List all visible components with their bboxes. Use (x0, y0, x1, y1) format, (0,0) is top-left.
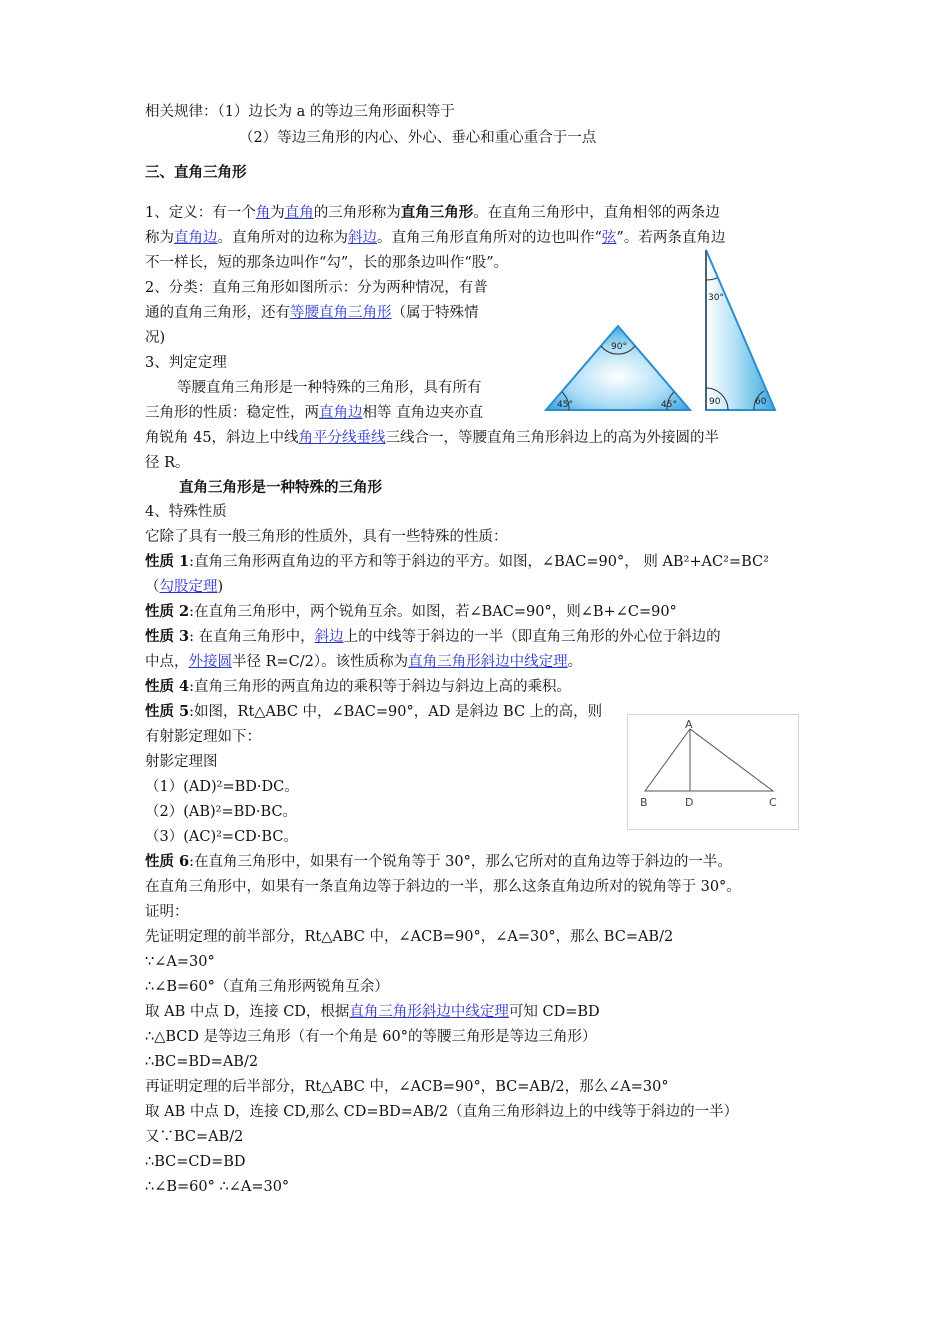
proof-line-1: 先证明定理的前半部分，Rt△ABC 中，∠ACB=90°，∠A=30°，那么 BC=AB/2 (145, 929, 674, 945)
link-median-theorem-2[interactable]: 直角三角形斜边中线定理 (349, 1004, 509, 1020)
link-zhijiao[interactable]: 直角 (284, 205, 314, 221)
link-zhijiaobian-2[interactable]: 直角边 (319, 405, 363, 421)
property-2: 性质 2:在直角三角形中，两个锐角互余。如图，若∠BAC=90°，则∠B+∠C=90° (145, 603, 677, 620)
rt-right-angle: 60 (755, 397, 767, 407)
proof-line-5: ∴△BCD 是等边三角形（有一个角是 60°的等腰三角形是等边三角形） (145, 1029, 597, 1045)
rt-top-angle: 30° (708, 293, 724, 303)
property-6-cont: 在直角三角形中，如果有一条直角边等于斜边的一半，那么这条直角边所对的锐角等于 30°。 (145, 879, 741, 895)
definition-line-1: 1、定义：有一个角为直角的三角形称为直角三角形。在直角三角形中，直角相邻的两条边 (145, 204, 720, 221)
proof-line-2: ∵∠A=30° (145, 954, 215, 970)
label-b: B (640, 796, 648, 809)
definition-line-3: 不一样长，短的那条边叫作“勾”，长的那条边叫作“股”。 (145, 255, 509, 271)
property-5: 性质 5:如图，Rt△ABC 中，∠BAC=90°，AD 是斜边 BC 上的高，则 (145, 703, 603, 720)
rule-line-2: （2）等边三角形的内心、外心、垂心和重心重合于一点 (239, 130, 597, 146)
proof-line-8: 取 AB 中点 D，连接 CD,那么 CD=BD=AB/2（直角三角形斜边上的中线等于斜边的一半） (145, 1104, 739, 1120)
link-angle-bisector[interactable]: 角平分线垂线 (298, 430, 386, 446)
center-title: 直角三角形是一种特殊的三角形 (179, 479, 382, 496)
property-3: 性质 3: 在直角三角形中，斜边上的中线等于斜边的一半（即直角三角形的外心位于斜边的 (145, 628, 721, 645)
special-intro: 它除了具有一般三角形的性质外，具有一些特殊的性质： (145, 529, 508, 545)
rule-line-1: 相关规律：（1）边长为 a 的等边三角形面积等于 (145, 104, 455, 120)
proof-line-9: 又∵BC=AB/2 (145, 1129, 244, 1145)
proof-line-10: ∴BC=CD=BD (145, 1154, 246, 1170)
proof-heading: 证明： (145, 904, 189, 920)
label-d: D (685, 796, 694, 809)
projection-1: （1）(AD)²=BD·DC。 (145, 779, 299, 795)
link-circumcircle[interactable]: 外接圆 (188, 654, 232, 670)
proof-line-11: ∴∠B=60° ∴∠A=30° (145, 1179, 290, 1195)
link-zhijiaobian[interactable]: 直角边 (174, 230, 218, 246)
link-median-theorem[interactable]: 直角三角形斜边中线定理 (408, 654, 568, 670)
rt-left-angle: 90 (709, 397, 721, 407)
theorem-line-4: 径 R。 (145, 455, 190, 471)
link-isosceles-right[interactable]: 等腰直角三角形 (290, 305, 392, 321)
definition-line-2: 称为直角边。直角所对的边称为斜边。直角三角形直角所对的边也叫作“弦”。若两条直角边 (145, 230, 726, 246)
special-heading: 4、特殊性质 (145, 504, 227, 520)
link-xiebian-2[interactable]: 斜边 (314, 629, 344, 645)
label-c: C (769, 796, 777, 809)
property-1: 性质 1:直角三角形两直角边的平方和等于斜边的平方。如图，∠BAC=90°， 则 AB²+AC²=BC² (145, 553, 769, 570)
classification-line-3: 况) (145, 330, 166, 346)
proof-line-3: ∴∠B=60°（直角三角形两锐角互余） (145, 979, 389, 995)
theorem-line-1: 等腰直角三角形是一种特殊的三角形，具有所有 (177, 380, 482, 396)
projection-triangle (645, 729, 773, 791)
property-1-ref: （勾股定理) (145, 579, 224, 595)
projection-2: （2）(AB)²=BD·BC。 (145, 804, 298, 820)
projection-caption: 射影定理图 (145, 754, 218, 770)
isosceles-triangle (546, 326, 690, 410)
projection-svg (628, 715, 798, 829)
label-a: A (685, 718, 693, 731)
proof-line-4: 取 AB 中点 D，连接 CD，根据直角三角形斜边中线定理可知 CD=BD (145, 1004, 600, 1020)
iso-top-angle: 90° (611, 342, 627, 352)
link-xian[interactable]: 弦 (601, 230, 617, 246)
projection-figure (627, 714, 799, 830)
theorem-line-2: 三角形的性质：稳定性，两直角边相等 直角边夹亦直 (145, 405, 484, 421)
classification-line-2: 通的直角三角形，还有等腰直角三角形（属于特殊情 (145, 305, 479, 321)
link-pythagorean[interactable]: 勾股定理 (159, 579, 218, 595)
property-5-cont: 有射影定理如下： (145, 729, 261, 745)
projection-3: （3）(AC)²=CD·BC。 (145, 829, 298, 845)
link-xiebian[interactable]: 斜边 (348, 230, 377, 246)
iso-left-angle: 45° (557, 400, 573, 410)
theorem-line-3: 角锐角 45，斜边上中线角平分线垂线三线合一，等腰直角三角形斜边上的高为外接圆的半 (145, 430, 720, 446)
triangles-figure (543, 246, 791, 416)
proof-line-7: 再证明定理的后半部分，Rt△ABC 中，∠ACB=90°，BC=AB/2，那么∠A=30° (145, 1079, 669, 1095)
right-triangle (706, 250, 775, 410)
property-4: 性质 4:直角三角形的两直角边的乘积等于斜边与斜边上高的乘积。 (145, 678, 572, 695)
property-6: 性质 6:在直角三角形中，如果有一个锐角等于 30°，那么它所对的直角边等于斜边的一半。 (145, 853, 732, 870)
proof-line-6: ∴BC=BD=AB/2 (145, 1054, 259, 1070)
triangles-svg (543, 246, 791, 416)
section-heading: 三、直角三角形 (145, 164, 247, 181)
link-jiao[interactable]: 角 (255, 205, 271, 221)
theorem-heading: 3、判定定理 (145, 355, 227, 371)
classification-line-1: 2、分类：直角三角形如图所示：分为两种情况，有普 (145, 280, 488, 296)
iso-right-angle: 45° (661, 400, 677, 410)
property-3-cont: 中点，外接圆半径 R=C/2）。该性质称为直角三角形斜边中线定理。 (145, 654, 583, 670)
